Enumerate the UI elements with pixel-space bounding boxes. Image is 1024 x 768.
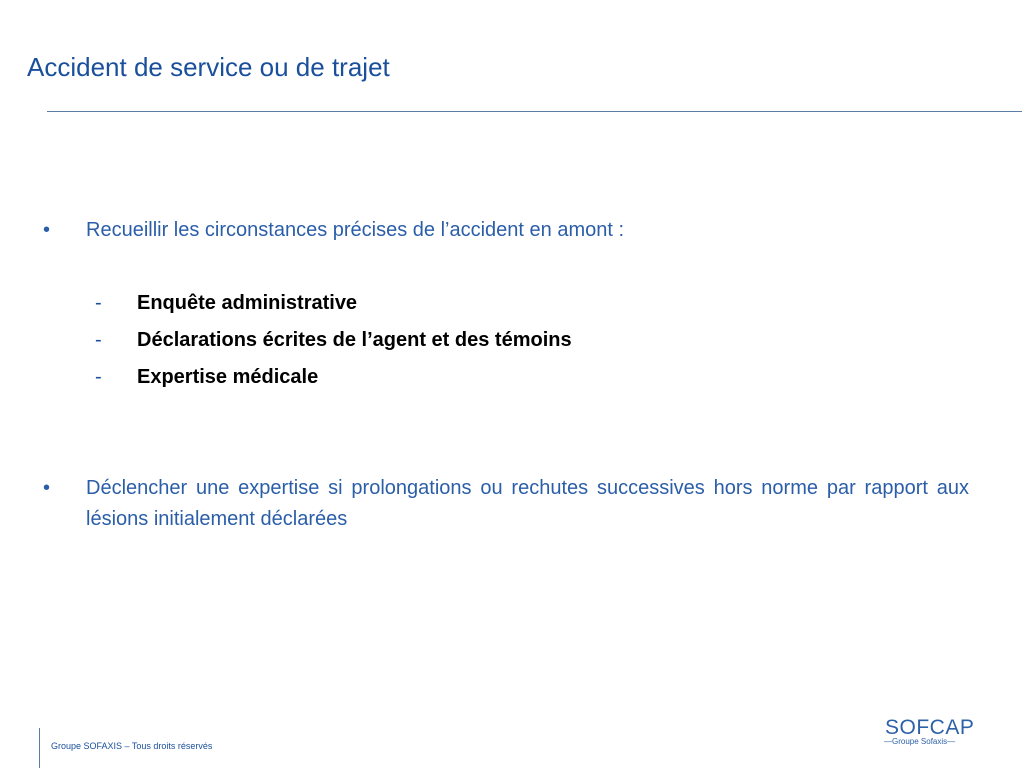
sub-item-text: Déclarations écrites de l’agent et des témoins	[137, 329, 572, 351]
footer-divider	[39, 728, 40, 768]
sofcap-logo	[880, 716, 974, 750]
sub-item-text: Enquête administrative	[137, 292, 358, 314]
bullet-marker: •	[43, 219, 51, 241]
logo-wordmark: SOFCAP	[885, 716, 975, 739]
bullet-text: Recueillir les circonstances précises de l’accident en amont :	[86, 219, 625, 241]
bullet-text: Déclencher une expertise si prolongations ou rechutes successives hors norme par rapport aux lésions initialement déclarées	[86, 477, 969, 530]
logo-tagline: —Groupe Sofaxis—	[884, 737, 956, 746]
dash-marker: -	[95, 366, 102, 388]
dash-marker: -	[95, 329, 102, 351]
slide-title: Accident de service ou de trajet	[27, 52, 390, 82]
sub-item-text: Expertise médicale	[137, 366, 319, 388]
footer-copyright: Groupe SOFAXIS – Tous droits réservés	[51, 741, 213, 751]
title-divider	[47, 111, 1022, 112]
bullet-marker: •	[43, 477, 51, 499]
dash-marker: -	[95, 292, 102, 314]
